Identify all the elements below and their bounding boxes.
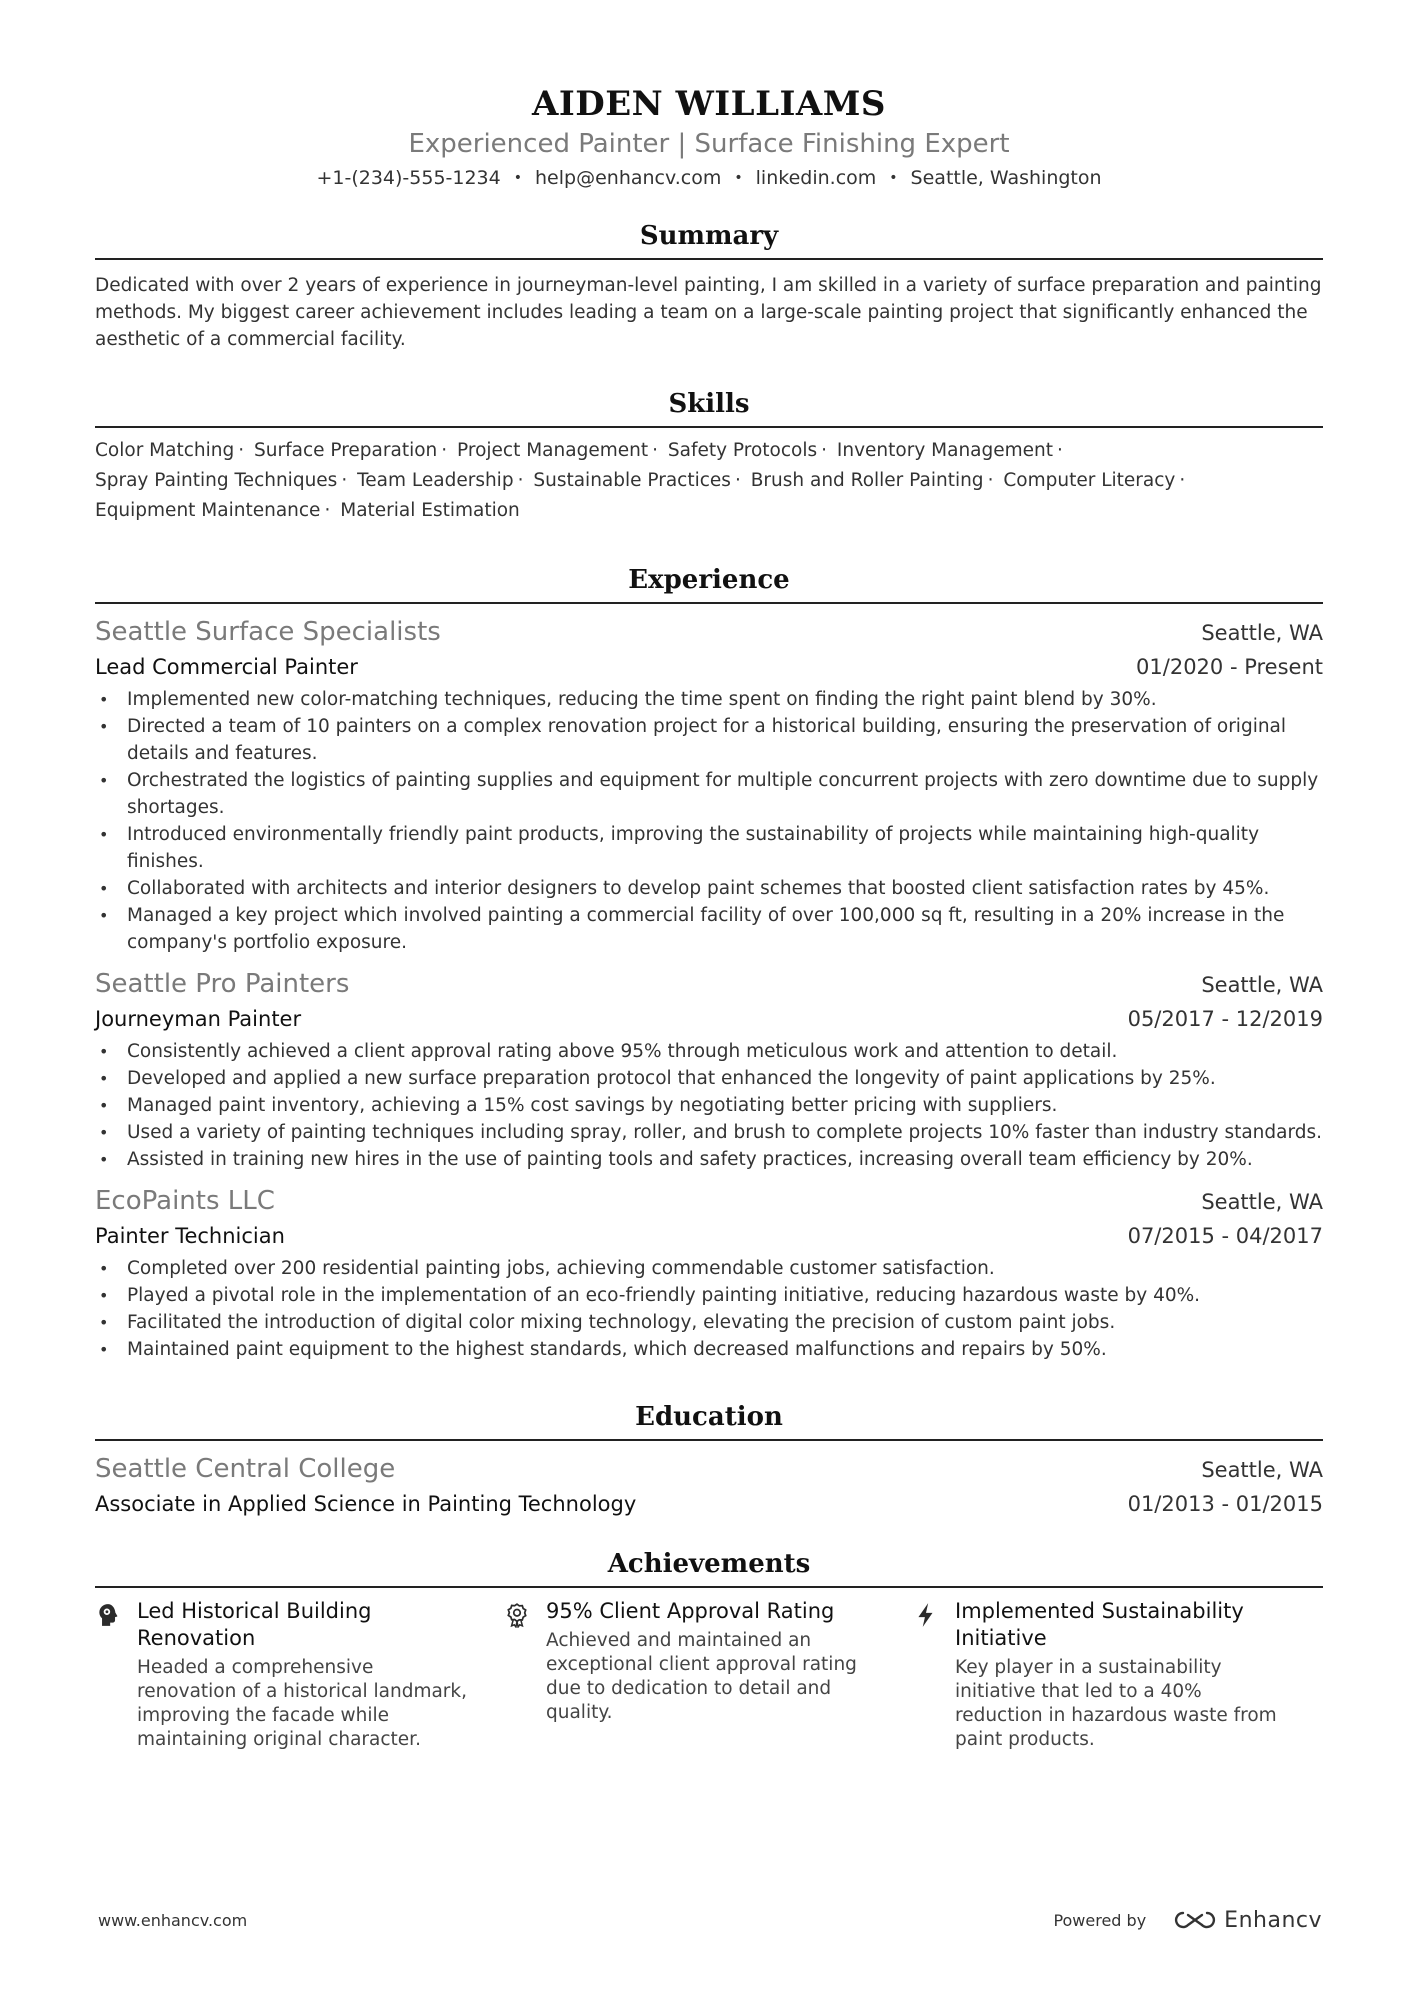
- skill-item: Color Matching: [95, 440, 235, 461]
- job-bullets: [95, 686, 1323, 956]
- enhancv-logo-icon: [1172, 1908, 1218, 1932]
- school-name: Seattle Central College: [95, 1454, 396, 1484]
- experience-entry: [95, 1183, 1323, 1363]
- achievement-desc: Headed a comprehensive renovation of a historical landmark, improving the facade while maintaining original character.: [137, 1657, 468, 1750]
- experience-row-bottom: [95, 1220, 1323, 1252]
- experience-section: [95, 562, 1323, 1363]
- job-bullet: • Completed over 200 residential painting jobs, achieving commendable customer satisfaction.: [95, 1255, 1323, 1282]
- contact-line: [95, 164, 1323, 192]
- job-bullet: • Facilitated the introduction of digital color mixing technology, elevating the precision of custom paint jobs.: [95, 1309, 1323, 1336]
- skill-separator: ·: [238, 440, 245, 461]
- brand-name: Enhancv: [1224, 1907, 1322, 1933]
- footer-url-link[interactable]: www.enhancv.com: [98, 1910, 248, 1930]
- experience-entry: [95, 614, 1323, 956]
- skill-item: Brush and Roller Painting: [750, 470, 984, 491]
- skill-item: Equipment Maintenance: [95, 500, 321, 521]
- page-footer: [98, 1905, 1322, 1935]
- email-link[interactable]: help@enhancv.com: [535, 167, 722, 189]
- job-bullet: • Managed paint inventory, achieving a 15% cost savings by negotiating better pricing with suppliers.: [95, 1092, 1323, 1119]
- company-name: Seattle Pro Painters: [95, 969, 350, 999]
- job-bullet: • Introduced environmentally friendly paint products, improving the sustainability of projects while maintaining high-quality finishes.: [95, 821, 1323, 875]
- section-title-summary: Summary: [95, 218, 1323, 260]
- achievements-list: [95, 1598, 1323, 1752]
- skill-separator: ·: [324, 500, 331, 521]
- job-bullet: • Collaborated with architects and interior designers to develop paint schemes that boosted client satisfaction rates by 45%.: [95, 875, 1323, 902]
- company-name: Seattle Surface Specialists: [95, 617, 441, 647]
- skills-section: [95, 386, 1323, 526]
- skill-separator: ·: [821, 440, 828, 461]
- job-dates: 01/2020 - Present: [1136, 655, 1323, 679]
- achievement-title: Implemented Sustainability Initiative: [955, 1599, 1244, 1650]
- job-bullet: • Consistently achieved a client approval rating above 95% through meticulous work and attention to detail.: [95, 1038, 1323, 1065]
- experience-row-bottom: [95, 1003, 1323, 1035]
- skills-list: [95, 436, 1323, 526]
- achievement-body: [137, 1598, 477, 1752]
- powered-by-label: Powered by: [1053, 1910, 1147, 1930]
- brain-head-icon: [95, 1598, 137, 1752]
- skill-separator: ·: [734, 470, 741, 491]
- skill-item: Safety Protocols: [667, 440, 818, 461]
- skill-separator: ·: [517, 470, 524, 491]
- job-bullet: • Developed and applied a new surface preparation protocol that enhanced the longevity of paint applications by 25%.: [95, 1065, 1323, 1092]
- skill-item: Material Estimation: [340, 500, 520, 521]
- section-title-education: Education: [95, 1399, 1323, 1441]
- skill-separator: ·: [652, 440, 658, 461]
- skill-item: Surface Preparation: [254, 440, 438, 461]
- experience-list: [95, 614, 1323, 1363]
- skill-item: Team Leadership: [357, 470, 514, 491]
- candidate-tagline: Experienced Painter | Surface Finishing Expert: [408, 129, 1010, 159]
- linkedin-link[interactable]: linkedin.com: [755, 167, 877, 189]
- company-name: EcoPaints LLC: [95, 1186, 275, 1216]
- achievement-title: Led Historical Building Renovation: [137, 1599, 372, 1650]
- experience-row-top: [95, 1183, 1323, 1220]
- skill-separator: ·: [987, 470, 994, 491]
- job-bullet: • Orchestrated the logistics of painting supplies and equipment for multiple concurrent projects with zero downtime due to supply shortages.: [95, 767, 1323, 821]
- job-bullet: • Implemented new color-matching techniques, reducing the time spent on finding the right paint blend by 30%.: [95, 686, 1323, 713]
- skill-separator: ·: [1179, 470, 1186, 491]
- footer-branding: [1053, 1908, 1322, 1933]
- location: Seattle, Washington: [910, 167, 1102, 189]
- skill-item: Project Management: [457, 440, 649, 461]
- skill-separator: ·: [441, 440, 448, 461]
- summary-text: Dedicated with over 2 years of experience in journeyman-level painting, I am skilled in a variety of surface preparation and painting methods. My biggest career achievement includes leading a team on a large-scale painting project that significantly enhanced the aesthetic of a commercial facility.: [95, 275, 1322, 350]
- job-bullet: • Used a variety of painting techniques including spray, roller, and brush to complete projects 10% faster than industry standards.: [95, 1119, 1323, 1146]
- job-bullet: • Maintained paint equipment to the highest standards, which decreased malfunctions and repairs by 50%.: [95, 1336, 1323, 1363]
- achievement-title: 95% Client Approval Rating: [546, 1599, 835, 1623]
- skill-separator: ·: [341, 470, 348, 491]
- skill-item: Computer Literacy: [1003, 470, 1176, 491]
- achievement-desc: Key player in a sustainability initiative that led to a 40% reduction in hazardous waste from paint products.: [955, 1657, 1277, 1750]
- experience-row-bottom: [95, 651, 1323, 683]
- summary-section: [95, 218, 1323, 353]
- achievement-item: [913, 1598, 1322, 1752]
- section-title-achievements: Achievements: [95, 1546, 1323, 1588]
- skill-item: Sustainable Practices: [533, 470, 731, 491]
- job-bullets: [95, 1038, 1323, 1173]
- job-role: Lead Commercial Painter: [95, 655, 358, 679]
- education-row-top: [95, 1451, 1323, 1488]
- school-location: Seattle, WA: [1201, 1458, 1323, 1482]
- achievement-item: [504, 1598, 913, 1752]
- job-bullet: • Directed a team of 10 painters on a complex renovation project for a historical building, ensuring the preservation of original details and features.: [95, 713, 1323, 767]
- achievement-body: [546, 1598, 886, 1752]
- skill-item: Spray Painting Techniques: [95, 470, 338, 491]
- job-location: Seattle, WA: [1201, 621, 1323, 645]
- achievements-section: [95, 1546, 1323, 1752]
- candidate-name: AIDEN WILLIAMS: [532, 84, 886, 124]
- skill-item: Inventory Management: [836, 440, 1054, 461]
- degree: Associate in Applied Science in Painting Technology: [95, 1492, 637, 1516]
- experience-row-top: [95, 614, 1323, 651]
- education-entry: [95, 1451, 1323, 1520]
- job-bullet: • Managed a key project which involved painting a commercial facility of over 100,000 sq ft, resulting in a 20% increase in the company's portfolio exposure.: [95, 902, 1323, 956]
- award-badge-icon: [504, 1598, 546, 1752]
- section-title-experience: Experience: [95, 562, 1323, 604]
- education-row-bottom: [95, 1488, 1323, 1520]
- skill-separator: ·: [1057, 440, 1063, 461]
- resume-header: [95, 82, 1323, 192]
- education-section: [95, 1399, 1323, 1520]
- enhancv-logo[interactable]: [1172, 1908, 1322, 1933]
- achievement-item: [95, 1598, 504, 1752]
- resume-content: [95, 82, 1323, 1752]
- contact-separator: •: [889, 170, 898, 186]
- job-location: Seattle, WA: [1201, 1190, 1323, 1214]
- achievement-body: [955, 1598, 1295, 1752]
- achievement-desc: Achieved and maintained an exceptional client approval rating due to dedication to detail and quality.: [546, 1630, 857, 1723]
- experience-row-top: [95, 966, 1323, 1003]
- job-bullet: • Played a pivotal role in the implementation of an eco-friendly painting initiative, reducing hazardous waste by 40%.: [95, 1282, 1323, 1309]
- phone: +1-(234)-555-1234: [316, 167, 501, 189]
- job-role: Journeyman Painter: [95, 1007, 302, 1031]
- job-bullets: [95, 1255, 1323, 1363]
- job-dates: 05/2017 - 12/2019: [1127, 1007, 1323, 1031]
- section-title-skills: Skills: [95, 386, 1323, 428]
- contact-separator: •: [734, 170, 743, 186]
- experience-entry: [95, 966, 1323, 1173]
- job-location: Seattle, WA: [1201, 973, 1323, 997]
- lightning-bolt-icon: [913, 1598, 955, 1752]
- contact-separator: •: [513, 170, 523, 186]
- education-dates: 01/2013 - 01/2015: [1127, 1492, 1323, 1516]
- job-dates: 07/2015 - 04/2017: [1127, 1224, 1323, 1248]
- job-role: Painter Technician: [95, 1224, 285, 1248]
- job-bullet: • Assisted in training new hires in the use of painting tools and safety practices, increasing overall team efficiency by 20%.: [95, 1146, 1323, 1173]
